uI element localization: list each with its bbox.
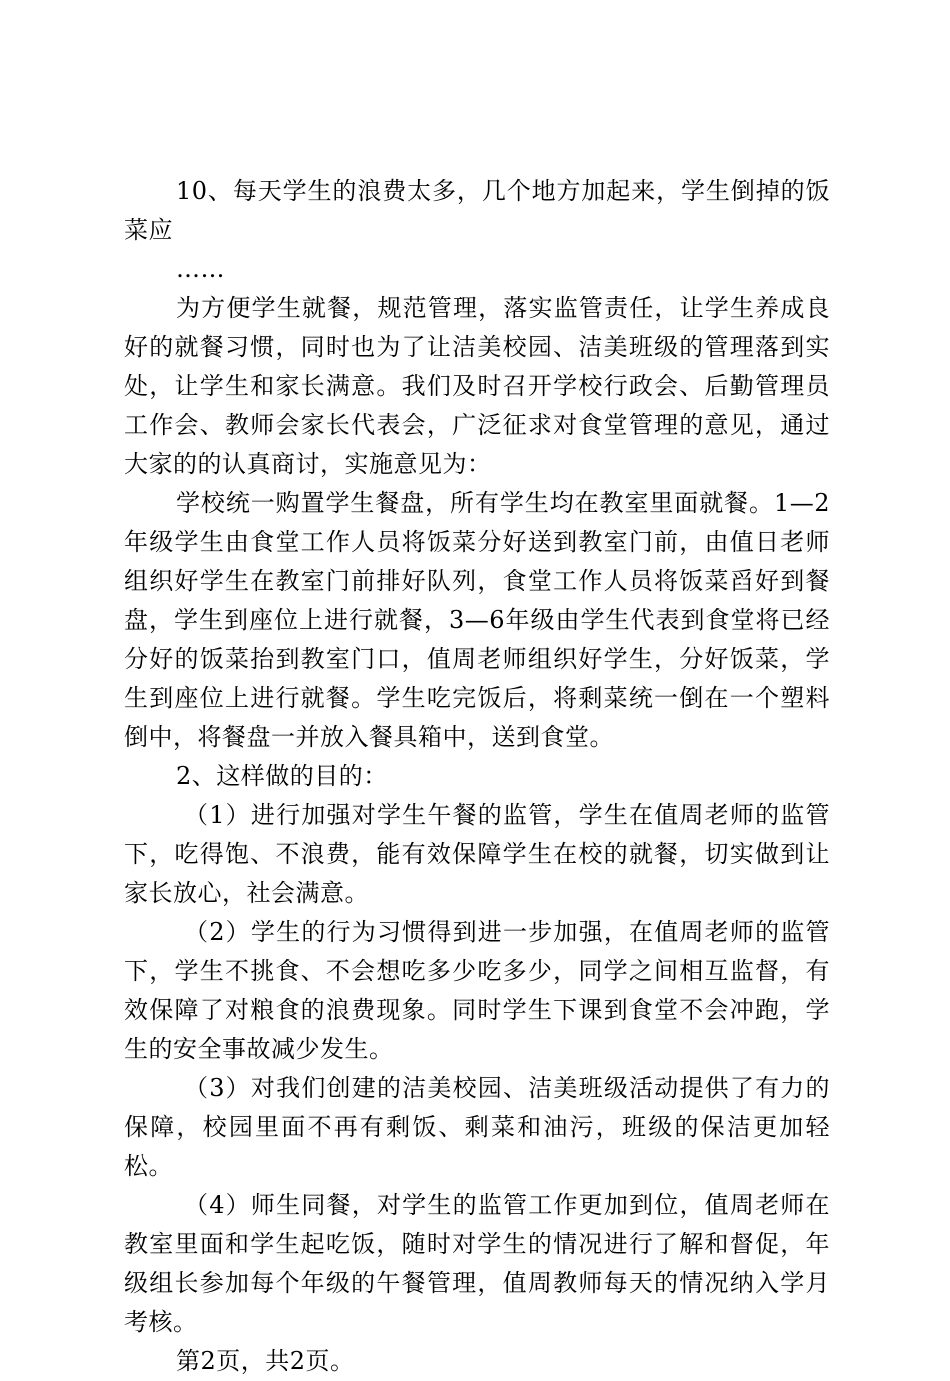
ellipsis-line: …… — [176, 255, 225, 283]
paragraph-item-10: 10、每天学生的浪费太多，几个地方加起来，学生倒掉的饭菜应 — [124, 177, 830, 244]
page-number: 第2页，共2页。 — [176, 1347, 355, 1375]
paragraph-purpose-2: （2）学生的行为习惯得到进一步加强，在值周老师的监管下，学生不挑食、不会想吃多少吃多少，同学之间相互监督，有效保障了对粮食的浪费现象。同时学生下课到食堂不会冲跑，学生的安全事故减少发生。 — [124, 918, 830, 1063]
paragraph-intro: 为方便学生就餐，规范管理，落实监管责任，让学生养成良好的就餐习惯，同时也为了让洁美校园、洁美班级的管理落到实处，让学生和家长满意。我们及时召开学校行政会、后勤管理员工作会、教师会家长代表会，广泛征求对食堂管理的意见，通过大家的的认真商讨，实施意见为： — [124, 294, 830, 478]
paragraph-implementation: 学校统一购置学生餐盘，所有学生均在教室里面就餐。1—2年级学生由食堂工作人员将饭菜分好送到教室门前，由值日老师组织好学生在教室门前排好队列，食堂工作人员将饭菜舀好到餐盘，学生到座位上进行就餐，3—6年级由学生代表到食堂将已经分好的饭菜抬到教室门口，值周老师组织好学生，分好饭菜，学生到座位上进行就餐。学生吃完饭后，将剩菜统一倒在一个塑料倒中，将餐盘一并放入餐具箱中，送到食堂。 — [124, 489, 830, 751]
paragraph-purpose-1: （1）进行加强对学生午餐的监管，学生在值周老师的监管下，吃得饱、不浪费，能有效保障学生在校的就餐，切实做到让家长放心，社会满意。 — [124, 801, 830, 907]
document-body — [124, 172, 830, 1381]
paragraph-purpose-3: （3）对我们创建的洁美校园、洁美班级活动提供了有力的保障，校园里面不再有剩饭、剩菜和油污，班级的保洁更加轻松。 — [124, 1074, 830, 1180]
section-heading-purpose: 2、这样做的目的： — [176, 762, 388, 790]
paragraph-purpose-4: （4）师生同餐，对学生的监管工作更加到位，值周老师在教室里面和学生起吃饭，随时对学生的情况进行了解和督促，年级组长参加每个年级的午餐管理，值周教师每天的情况纳入学月考核。 — [124, 1191, 830, 1336]
